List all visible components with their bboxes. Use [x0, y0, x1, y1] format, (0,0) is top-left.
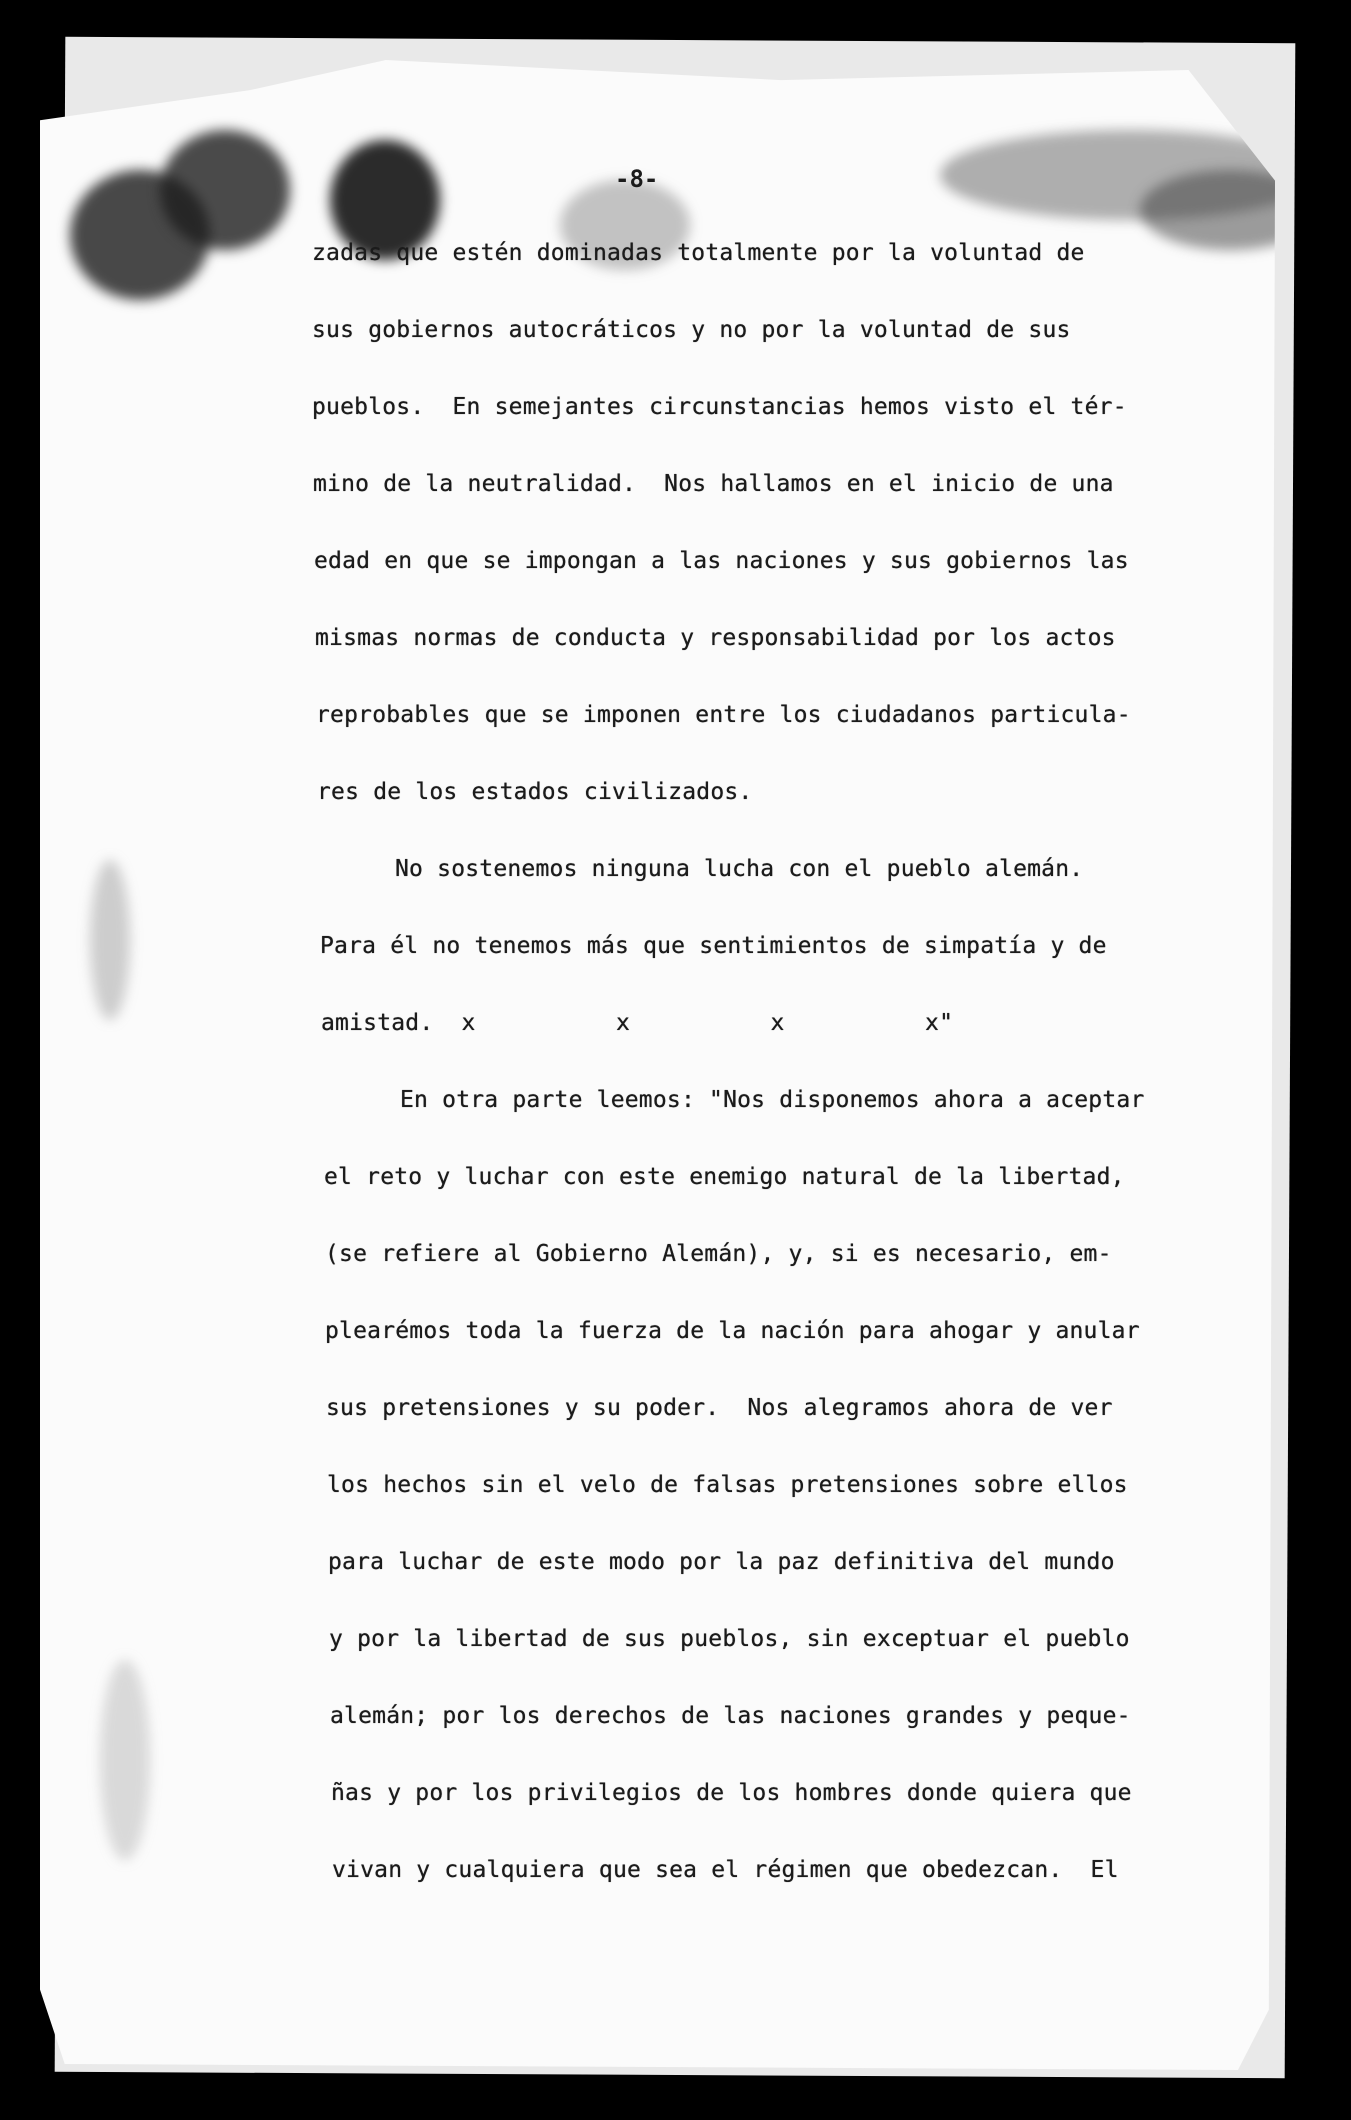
text-line: En otra parte leemos: "Nos disponemos ahora a aceptar: [400, 1087, 1145, 1113]
page-number: -8-: [615, 165, 659, 193]
text-line: mismas normas de conducta y responsabilidad por los actos: [315, 625, 1116, 651]
text-line: mino de la neutralidad. Nos hallamos en el inicio de una: [313, 471, 1114, 497]
text-line: edad en que se impongan a las naciones y sus gobiernos las: [314, 548, 1129, 574]
text-line: vivan y cualquiera que sea el régimen que obedezcan. El: [332, 1857, 1119, 1883]
text-line: sus gobiernos autocráticos y no por la voluntad de sus: [312, 317, 1071, 343]
text-line: reprobables que se imponen entre los ciudadanos particula-: [316, 702, 1131, 728]
text-line: zadas que estén dominadas totalmente por la voluntad de: [312, 240, 1085, 266]
text-line: ñas y por los privilegios de los hombres donde quiera que: [331, 1780, 1132, 1806]
text-line: plearémos toda la fuerza de la nación para ahogar y anular: [325, 1318, 1140, 1344]
text-line: res de los estados civilizados.: [317, 779, 753, 805]
text-line: los hechos sin el velo de falsas pretensiones sobre ellos: [327, 1472, 1128, 1498]
text-line: sus pretensiones y su poder. Nos alegramos ahora de ver: [326, 1395, 1113, 1421]
ink-stain: [640, 2100, 1140, 2120]
text-line: amistad. x x x x": [321, 1010, 954, 1036]
text-line: para luchar de este modo por la paz definitiva del mundo: [328, 1549, 1115, 1575]
text-line: No sostenemos ninguna lucha con el pueblo alemán.: [395, 856, 1084, 882]
text-line: (se refiere al Gobierno Alemán), y, si es necesario, em-: [325, 1241, 1112, 1267]
text-line: el reto y luchar con este enemigo natural de la libertad,: [324, 1164, 1125, 1190]
text-line: Para él no tenemos más que sentimientos de simpatía y de: [320, 933, 1107, 959]
text-line: alemán; por los derechos de las naciones grandes y peque-: [330, 1703, 1131, 1729]
text-line: y por la libertad de sus pueblos, sin exceptuar el pueblo: [329, 1626, 1130, 1652]
text-line: pueblos. En semejantes circunstancias hemos visto el tér-: [312, 394, 1127, 420]
